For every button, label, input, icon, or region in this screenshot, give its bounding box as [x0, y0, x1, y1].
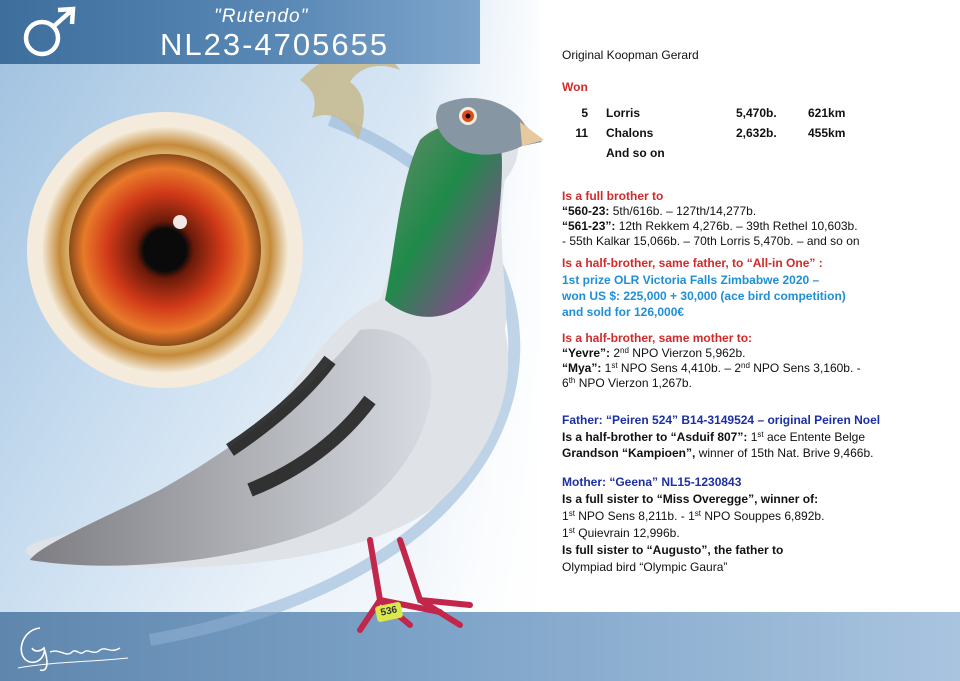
half-father-heading: Is a half-brother, same father, to “All-in One” :	[562, 256, 823, 270]
half-father-line3: and sold for 126,000€	[562, 305, 685, 319]
half-mother-line1: “Yevre”: 2nd NPO Vierzon 5,962b.	[562, 346, 746, 360]
title-bar	[0, 0, 480, 64]
result-birds: 5,470b.	[736, 106, 777, 120]
father-heading: Father: “Peiren 524” B14-3149524 – original Peiren Noel	[562, 413, 881, 427]
result-distance: 621km	[808, 106, 846, 120]
half-mother-line3: 6th NPO Vierzon 1,267b.	[562, 376, 692, 390]
full-brother-heading: Is a full brother to	[562, 189, 664, 203]
half-father-line1: 1st prize OLR Victoria Falls Zimbabwe 2020 –	[562, 273, 820, 287]
table-row	[562, 126, 892, 146]
result-distance: 455km	[808, 126, 846, 140]
mother-line1: Is a full sister to “Miss Overegge”, winner of:	[562, 492, 819, 506]
mother-line4: Is full sister to “Augusto”, the father to	[562, 543, 784, 557]
leg-band: 536	[375, 601, 404, 622]
won-heading: Won	[562, 80, 588, 94]
and-so-on: And so on	[606, 146, 665, 160]
half-mother-heading: Is a half-brother, same mother to:	[562, 331, 753, 345]
male-symbol-icon	[18, 6, 80, 60]
father-line2: Grandson “Kampioen”, winner of 15th Nat. Brive 9,466b.	[562, 446, 874, 460]
table-row	[562, 106, 892, 126]
mother-line2: 1st NPO Sens 8,211b. - 1st NPO Souppes 6,892b.	[562, 509, 825, 523]
mother-line3: 1st Quievrain 12,996b.	[562, 526, 680, 540]
mother-heading: Mother: “Geena” NL15-1230843	[562, 475, 742, 489]
full-brother-line2: “561-23”: 12th Rekkem 4,276b. – 39th Rethel 10,603b.	[562, 219, 858, 233]
half-father-line2: won US $: 225,000 + 30,000 (ace bird competition)	[562, 289, 846, 303]
mother-line5: Olympiad bird “Olympic Gaura”	[562, 560, 728, 574]
half-mother-line2: “Mya”: 1st NPO Sens 4,410b. – 2nd NPO Sens 3,160b. -	[562, 361, 861, 375]
full-brother-line3: - 55th Kalkar 15,066b. – 70th Lorris 5,470b. – and so on	[562, 234, 860, 248]
table-row	[562, 146, 892, 166]
result-place: 11	[575, 126, 588, 140]
result-race: Chalons	[606, 126, 654, 140]
result-race: Lorris	[606, 106, 641, 120]
father-line1: Is a half-brother to “Asduif 807”: 1st ace Entente Belge	[562, 430, 866, 444]
signature-logo	[10, 618, 130, 674]
breeder-line: Original Koopman Gerard	[562, 48, 699, 62]
full-brother-line1: “560-23: 5th/616b. – 127th/14,277b.	[562, 204, 757, 218]
result-birds: 2,632b.	[736, 126, 777, 140]
pigeon-name: "Rutendo"	[214, 6, 309, 27]
ring-number: NL23-4705655	[160, 27, 390, 62]
result-place: 5	[581, 106, 588, 120]
results-table	[562, 106, 892, 166]
